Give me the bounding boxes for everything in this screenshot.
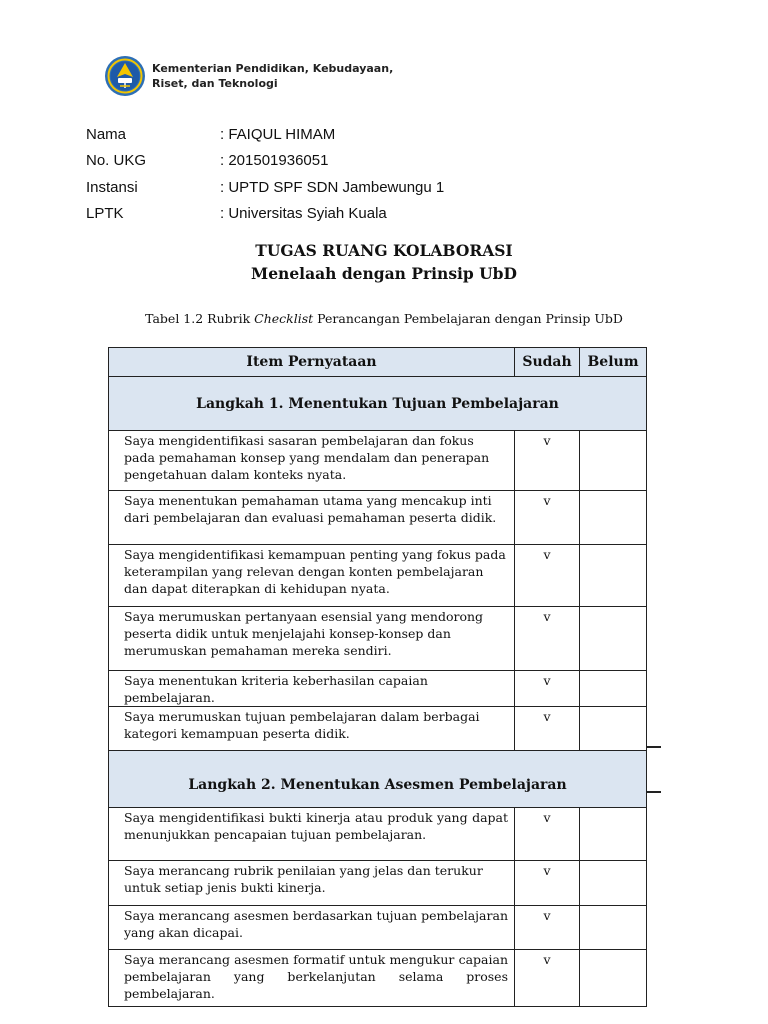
caption-prefix: Tabel 1.2 Rubrik xyxy=(145,311,255,326)
item-text: Saya menentukan kriteria keberhasilan capaian pembelajaran. xyxy=(109,671,515,707)
item-text: Saya merancang asesmen berdasarkan tujuan pembelajaran yang akan dicapai. xyxy=(109,906,515,950)
identity-block xyxy=(86,121,444,227)
sudah-cell: v xyxy=(515,671,580,707)
info-row-no-ukg xyxy=(86,148,444,175)
section-title: Langkah 2. Menentukan Asesmen Pembelajaran xyxy=(109,751,647,808)
header-item: Item Pernyataan xyxy=(109,348,515,377)
table-row xyxy=(109,950,647,1007)
section-row xyxy=(109,377,647,431)
item-text: Saya merumuskan tujuan pembelajaran dalam berbagai kategori kemampuan peserta didik. xyxy=(109,707,515,751)
sudah-cell: v xyxy=(515,545,580,607)
document-title xyxy=(0,239,768,285)
info-label: LPTK xyxy=(86,205,124,223)
info-value: : Universitas Syiah Kuala xyxy=(220,205,387,223)
section-title: Langkah 1. Menentukan Tujuan Pembelajaran xyxy=(109,377,647,431)
rubric-checklist-table xyxy=(108,347,647,1007)
table-row xyxy=(109,707,647,751)
info-label: Instansi xyxy=(86,178,138,196)
table-row xyxy=(109,431,647,491)
item-text: Saya merancang asesmen formatif untuk mengukur capaian pembelajaran yang berkelanjutan selama proses pembelajaran. xyxy=(109,950,515,1007)
sudah-cell: v xyxy=(515,950,580,1007)
item-text: Saya merancang rubrik penilaian yang jelas dan terukur untuk setiap jenis bukti kinerja. xyxy=(109,861,515,906)
info-row-lptk xyxy=(86,201,444,228)
item-text: Saya mengidentifikasi sasaran pembelajaran dan fokus pada pemahaman konsep yang mendalam dan penerapan pengetahuan dalam konteks nyata. xyxy=(109,431,515,491)
sudah-cell: v xyxy=(515,491,580,545)
table-row xyxy=(109,545,647,607)
title-line-2: Menelaah dengan Prinsip UbD xyxy=(251,264,517,283)
belum-cell xyxy=(580,950,647,1007)
organization-line-1: Kementerian Pendidikan, Kebudayaan, xyxy=(152,62,394,75)
belum-cell xyxy=(580,607,647,671)
table-row xyxy=(109,906,647,950)
table-border-extension xyxy=(646,791,661,793)
table-row xyxy=(109,607,647,671)
caption-italic: Checklist xyxy=(254,311,314,326)
belum-cell xyxy=(580,707,647,751)
info-label: No. UKG xyxy=(86,152,147,170)
belum-cell xyxy=(580,545,647,607)
item-text: Saya mengidentifikasi bukti kinerja atau produk yang dapat menunjukkan pencapaian tujuan pembelajaran. xyxy=(109,808,515,861)
header-sudah: Sudah xyxy=(515,348,580,377)
sudah-cell: v xyxy=(515,861,580,906)
info-label: Nama xyxy=(86,125,127,143)
item-text: Saya mengidentifikasi kemampuan penting yang fokus pada keterampilan yang relevan dengan konten pembelajaran dan dapat diterapkan di kehidupan nyata. xyxy=(109,545,515,607)
belum-cell xyxy=(580,861,647,906)
info-row-nama xyxy=(86,121,444,148)
table-border-extension xyxy=(646,746,661,748)
table-caption xyxy=(0,311,768,326)
organization-line-2: Riset, dan Teknologi xyxy=(152,77,278,90)
title-line-1: TUGAS RUANG KOLABORASI xyxy=(255,241,513,260)
sudah-cell: v xyxy=(515,808,580,861)
table-header-row xyxy=(109,348,647,377)
sudah-cell: v xyxy=(515,707,580,751)
belum-cell xyxy=(580,808,647,861)
belum-cell xyxy=(580,906,647,950)
letterhead xyxy=(104,55,393,97)
belum-cell xyxy=(580,491,647,545)
belum-cell xyxy=(580,671,647,707)
section-row xyxy=(109,751,647,808)
table-row xyxy=(109,808,647,861)
caption-suffix: Perancangan Pembelajaran dengan Prinsip UbD xyxy=(313,311,623,326)
table-row xyxy=(109,671,647,707)
sudah-cell: v xyxy=(515,906,580,950)
item-text: Saya merumuskan pertanyaan esensial yang mendorong peserta didik untuk menjelajahi konsep-konsep dan merumuskan pemahaman mereka sendiri. xyxy=(109,607,515,671)
sudah-cell: v xyxy=(515,431,580,491)
belum-cell xyxy=(580,431,647,491)
organization-name xyxy=(152,61,393,91)
info-row-instansi xyxy=(86,174,444,201)
info-value: : UPTD SPF SDN Jambewungu 1 xyxy=(220,178,445,196)
sudah-cell: v xyxy=(515,607,580,671)
table-row xyxy=(109,861,647,906)
info-value: : 201501936051 xyxy=(220,152,329,170)
info-value: : FAIQUL HIMAM xyxy=(220,125,336,143)
tut-wuri-handayani-logo-icon xyxy=(104,55,146,97)
header-belum: Belum xyxy=(580,348,647,377)
item-text: Saya menentukan pemahaman utama yang mencakup inti dari pembelajaran dan evaluasi pemahaman peserta didik. xyxy=(109,491,515,545)
table-row xyxy=(109,491,647,545)
